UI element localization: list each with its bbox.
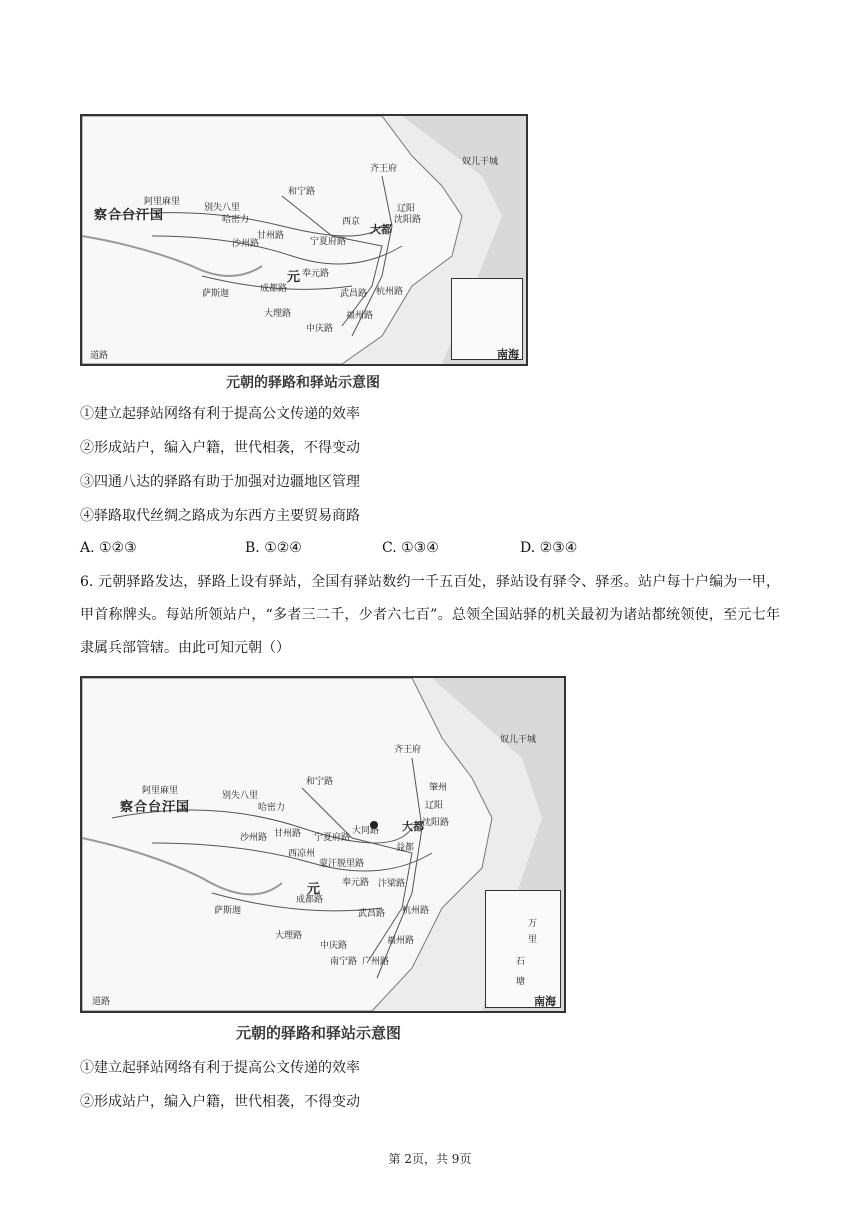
place-label: 宁夏府路 <box>310 237 347 247</box>
place-label: 益都 <box>396 843 415 853</box>
map-2-caption: 元朝的驿路和驿站示意图 <box>236 1024 402 1042</box>
inset-label: 塘 <box>516 977 526 987</box>
legend-label: 道路 <box>90 351 109 361</box>
place-label: 别失八里 <box>222 791 259 801</box>
place-label: 沙州路 <box>232 239 260 249</box>
place-label: 甘州路 <box>257 231 285 241</box>
place-label: 肇州 <box>429 783 448 793</box>
place-label: 成都路 <box>296 895 324 905</box>
q5-option-b[interactable]: B. ①②④ <box>245 540 302 556</box>
place-label: 大理路 <box>275 931 303 941</box>
q6-statement-1: ①建立起驿站网络有利于提高公文传递的效率 <box>80 1060 360 1076</box>
q5-statement-3: ③四通八达的驿路有助于加强对边疆地区管理 <box>80 474 360 490</box>
south-sea-label: 南海 <box>534 995 556 1008</box>
q5-option-a[interactable]: A. ①②③ <box>80 540 137 556</box>
map-1-caption: 元朝的驿路和驿站示意图 <box>226 375 380 391</box>
place-label: 沈阳路 <box>422 818 450 828</box>
place-label: 南宁路 <box>330 957 358 967</box>
place-label: 武昌路 <box>340 289 368 299</box>
place-label: 沈阳路 <box>394 215 422 225</box>
region-label-yuan: 元 <box>307 882 322 897</box>
place-label: 广州路 <box>362 957 390 967</box>
place-label: 奴儿干城 <box>462 157 499 167</box>
legend-label: 道路 <box>92 997 111 1007</box>
region-label-chagatai: 察合台汗国 <box>120 800 191 815</box>
place-label: 杭州路 <box>402 906 430 916</box>
place-label: 西凉州 <box>288 849 316 859</box>
place-label: 甘州路 <box>274 829 302 839</box>
place-label: 萨斯迦 <box>214 906 242 916</box>
place-label: 西京 <box>342 217 361 227</box>
place-label: 哈密力 <box>258 803 286 813</box>
place-label: 大同路 <box>352 826 380 836</box>
place-label: 和宁路 <box>288 187 316 197</box>
place-label: 汴梁路 <box>378 879 406 889</box>
place-label: 奴儿干城 <box>500 735 537 745</box>
place-label: 奉元路 <box>342 878 370 888</box>
q6-stem: 6. 元朝驿路发达，驿路上设有驿站，全国有驿站数约一千五百处，驿站设有驿令、驿丞。站户每十户编为一甲，甲首称牌头。每站所领站户，“多者三二千，少者六七百”。总领全国站驿的机关最初为诸站都统领使，至元七年隶属兵部管辖。由此可知元朝（） <box>80 574 780 656</box>
q5-statement-1: ①建立起驿站网络有利于提高公文传递的效率 <box>80 406 360 422</box>
place-label: 别失八里 <box>204 203 241 213</box>
q5-option-c[interactable]: C. ①③④ <box>382 540 439 556</box>
inset-label: 石 <box>516 957 526 967</box>
place-label: 中庆路 <box>306 324 334 334</box>
inset-label: 里 <box>528 935 538 945</box>
q5-option-d[interactable]: D. ②③④ <box>520 540 578 556</box>
place-label: 萨斯迦 <box>202 289 230 299</box>
place-label: 武昌路 <box>358 909 386 919</box>
capital-label: 大都 <box>370 223 392 236</box>
place-label: 辽阳 <box>425 801 444 811</box>
place-label: 宁夏府路 <box>314 833 351 843</box>
region-label-chagatai: 察合台汗国 <box>94 208 165 223</box>
place-label: 奉元路 <box>302 269 330 279</box>
place-label: 和宁路 <box>306 777 334 787</box>
place-label: 大理路 <box>264 309 292 319</box>
region-label-yuan: 元 <box>287 270 302 285</box>
q6-statement-2: ②形成站户，编入户籍，世代相袭，不得变动 <box>80 1094 360 1110</box>
place-label: 杭州路 <box>376 287 404 297</box>
yuan-relay-map-2 <box>80 676 566 1013</box>
south-sea-label: 南海 <box>497 348 519 361</box>
q5-statement-2: ②形成站户，编入户籍，世代相袭，不得变动 <box>80 440 360 456</box>
place-label: 阿里麻里 <box>144 197 181 207</box>
place-label: 中庆路 <box>320 941 348 951</box>
place-label: 齐王府 <box>370 164 398 174</box>
inset-label: 万 <box>528 919 538 929</box>
place-label: 成都路 <box>260 284 288 294</box>
place-label: 福州路 <box>346 311 374 321</box>
place-label: 辽阳 <box>397 204 416 214</box>
place-label: 哈密力 <box>222 215 250 225</box>
south-sea-inset <box>485 890 561 1008</box>
place-label: 齐王府 <box>394 745 422 755</box>
place-label: 沙州路 <box>240 833 268 843</box>
place-label: 福州路 <box>387 936 415 946</box>
capital-label: 大都 <box>402 820 424 833</box>
place-label: 蒙汗脱里路 <box>319 859 365 869</box>
q5-statement-4: ④驿路取代丝绸之路成为东西方主要贸易商路 <box>80 508 360 524</box>
yuan-relay-map-1 <box>80 114 528 366</box>
page-footer: 第 2页，共 9页 <box>388 1152 472 1166</box>
place-label: 阿里麻里 <box>142 786 179 796</box>
